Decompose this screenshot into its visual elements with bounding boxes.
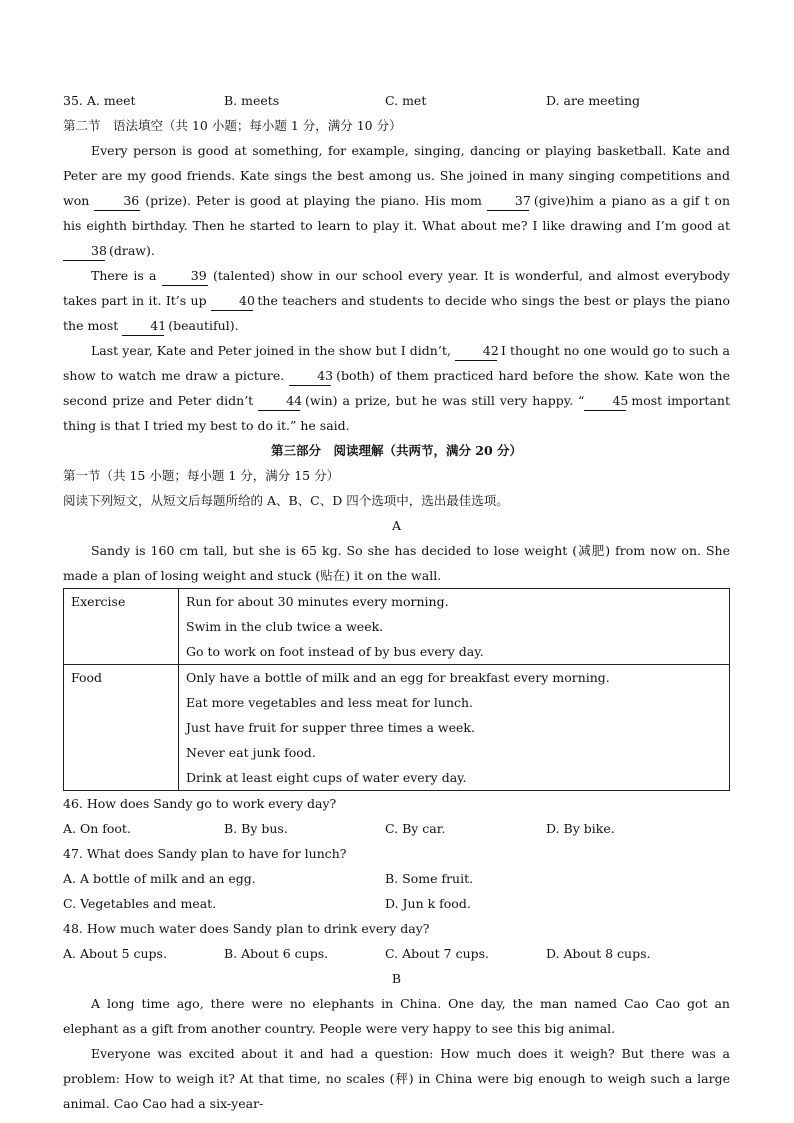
- question-46-options: [63, 816, 730, 841]
- list-item: Run for about 30 minutes every morning.: [186, 594, 449, 609]
- option-c: C. About 7 cups.: [385, 946, 490, 961]
- option-a: A. About 5 cups.: [63, 946, 167, 961]
- list-item: Only have a bottle of milk and an egg for breakfast every morning.: [186, 670, 610, 685]
- option-b: B. About 6 cups.: [224, 946, 329, 961]
- passage-a-label: A: [391, 518, 402, 533]
- blank-36: 36: [94, 192, 140, 211]
- exercise-items: [179, 589, 730, 665]
- option-b: B. By bus.: [224, 821, 288, 836]
- question-46-stem: 46. How does Sandy go to work every day?: [63, 796, 337, 811]
- option-b: B. meets: [224, 93, 280, 108]
- blank-37: 37: [487, 192, 529, 211]
- cloze-paragraph-1: Every person is good at something, for example, singing, dancing or playing basketball. Kate and Peter are my good friends. Kate sings the best among us. She joined in many singing competitions and won 36 (prize). Peter is good at playing the piano. His mom 37 (give)him a piano as a gif t on his eighth birthday. Then he started to learn to play it. What about me? I like drawing and I’m good at 38 (draw).: [63, 138, 730, 263]
- option-d: D. Jun k food.: [385, 896, 471, 911]
- passage-b-label: B: [391, 971, 402, 986]
- blank-43: 43: [289, 367, 331, 386]
- question-47-options-row2: [63, 891, 730, 916]
- part3-instructions: 阅读下列短文，从短文后每题所给的 A、B、C、D 四个选项中，选出最佳选项。: [63, 493, 509, 508]
- option-c: C. met: [385, 93, 427, 108]
- question-47-options-row1: [63, 866, 730, 891]
- option-c: C. By car.: [385, 821, 446, 836]
- option-a: A. On foot.: [63, 821, 131, 836]
- blank-44: 44: [258, 392, 300, 411]
- list-item: Go to work on foot instead of by bus every day.: [186, 644, 484, 659]
- option-d: D. are meeting: [546, 93, 641, 108]
- list-item: Swim in the club twice a week.: [186, 619, 384, 634]
- list-item: Just have fruit for supper three times a week.: [186, 720, 475, 735]
- table-row-exercise: [64, 589, 730, 665]
- passage-a-intro: Sandy is 160 cm tall, but she is 65 kg. So she has decided to lose weight (减肥) from now on. She made a plan of losing weight and stuck (贴在) it on the wall.: [63, 543, 730, 583]
- blank-39: 39: [162, 267, 208, 286]
- part3-heading: 第三部分 阅读理解（共两节，满分 20 分）: [270, 443, 523, 458]
- list-item: Eat more vegetables and less meat for lunch.: [186, 695, 474, 710]
- weight-loss-plan-table: [63, 588, 730, 791]
- option-a: A. A bottle of milk and an egg.: [63, 871, 256, 886]
- passage-b-paragraph-2: Everyone was excited about it and had a question: How much does it weigh? But there was a problem: How to weigh it? At that time, no scales (秤) in China were big enough to weigh such a large animal. Cao Cao had a six-year-: [63, 1046, 730, 1111]
- option-b: B. Some fruit.: [385, 871, 474, 886]
- table-label-food: Food: [64, 665, 179, 791]
- question-48-stem: 48. How much water does Sandy plan to drink every day?: [63, 921, 430, 936]
- list-item: Never eat junk food.: [186, 745, 316, 760]
- food-items: [179, 665, 730, 791]
- blank-42: 42: [455, 342, 497, 361]
- passage-b-paragraph-1: A long time ago, there were no elephants in China. One day, the man named Cao Cao got an elephant as a gift from another country. People were very happy to see this big animal.: [63, 996, 730, 1036]
- question-47-stem: 47. What does Sandy plan to have for lunch?: [63, 846, 347, 861]
- blank-40: 40: [211, 292, 253, 311]
- option-d: D. By bike.: [546, 821, 615, 836]
- part3-subheading: 第一节（共 15 小题；每小题 1 分，满分 15 分）: [63, 468, 340, 483]
- table-label-exercise: Exercise: [64, 589, 179, 665]
- option-a: 35. A. meet: [63, 93, 136, 108]
- blank-38: 38: [63, 242, 105, 261]
- section2-title: 第二节 语法填空（共 10 小题；每小题 1 分，满分 10 分）: [63, 118, 402, 133]
- blank-45: 45: [584, 392, 626, 411]
- table-row-food: [64, 665, 730, 791]
- cloze-paragraph-2: There is a 39 (talented) show in our school every year. It is wonderful, and almost everybody takes part in it. It’s up 40 the teachers and students to decide who sings the best or plays the piano the most 41 (beautiful).: [63, 263, 730, 338]
- list-item: Drink at least eight cups of water every day.: [186, 770, 467, 785]
- option-d: D. About 8 cups.: [546, 946, 651, 961]
- question-48-options: [63, 941, 730, 966]
- cloze-paragraph-3: Last year, Kate and Peter joined in the show but I didn’t, 42 I thought no one would go to such a show to watch me draw a picture. 43 (both) of them practiced hard before the show. Kate won the second prize and Peter didn’t 44 (win) a prize, but he was still very happy. “ 45 most important thing is that I tried my best to do it.” he said.: [63, 343, 731, 433]
- exam-page: [63, 88, 730, 1116]
- question-35: [63, 88, 730, 113]
- option-c: C. Vegetables and meat.: [63, 896, 217, 911]
- blank-41: 41: [122, 317, 164, 336]
